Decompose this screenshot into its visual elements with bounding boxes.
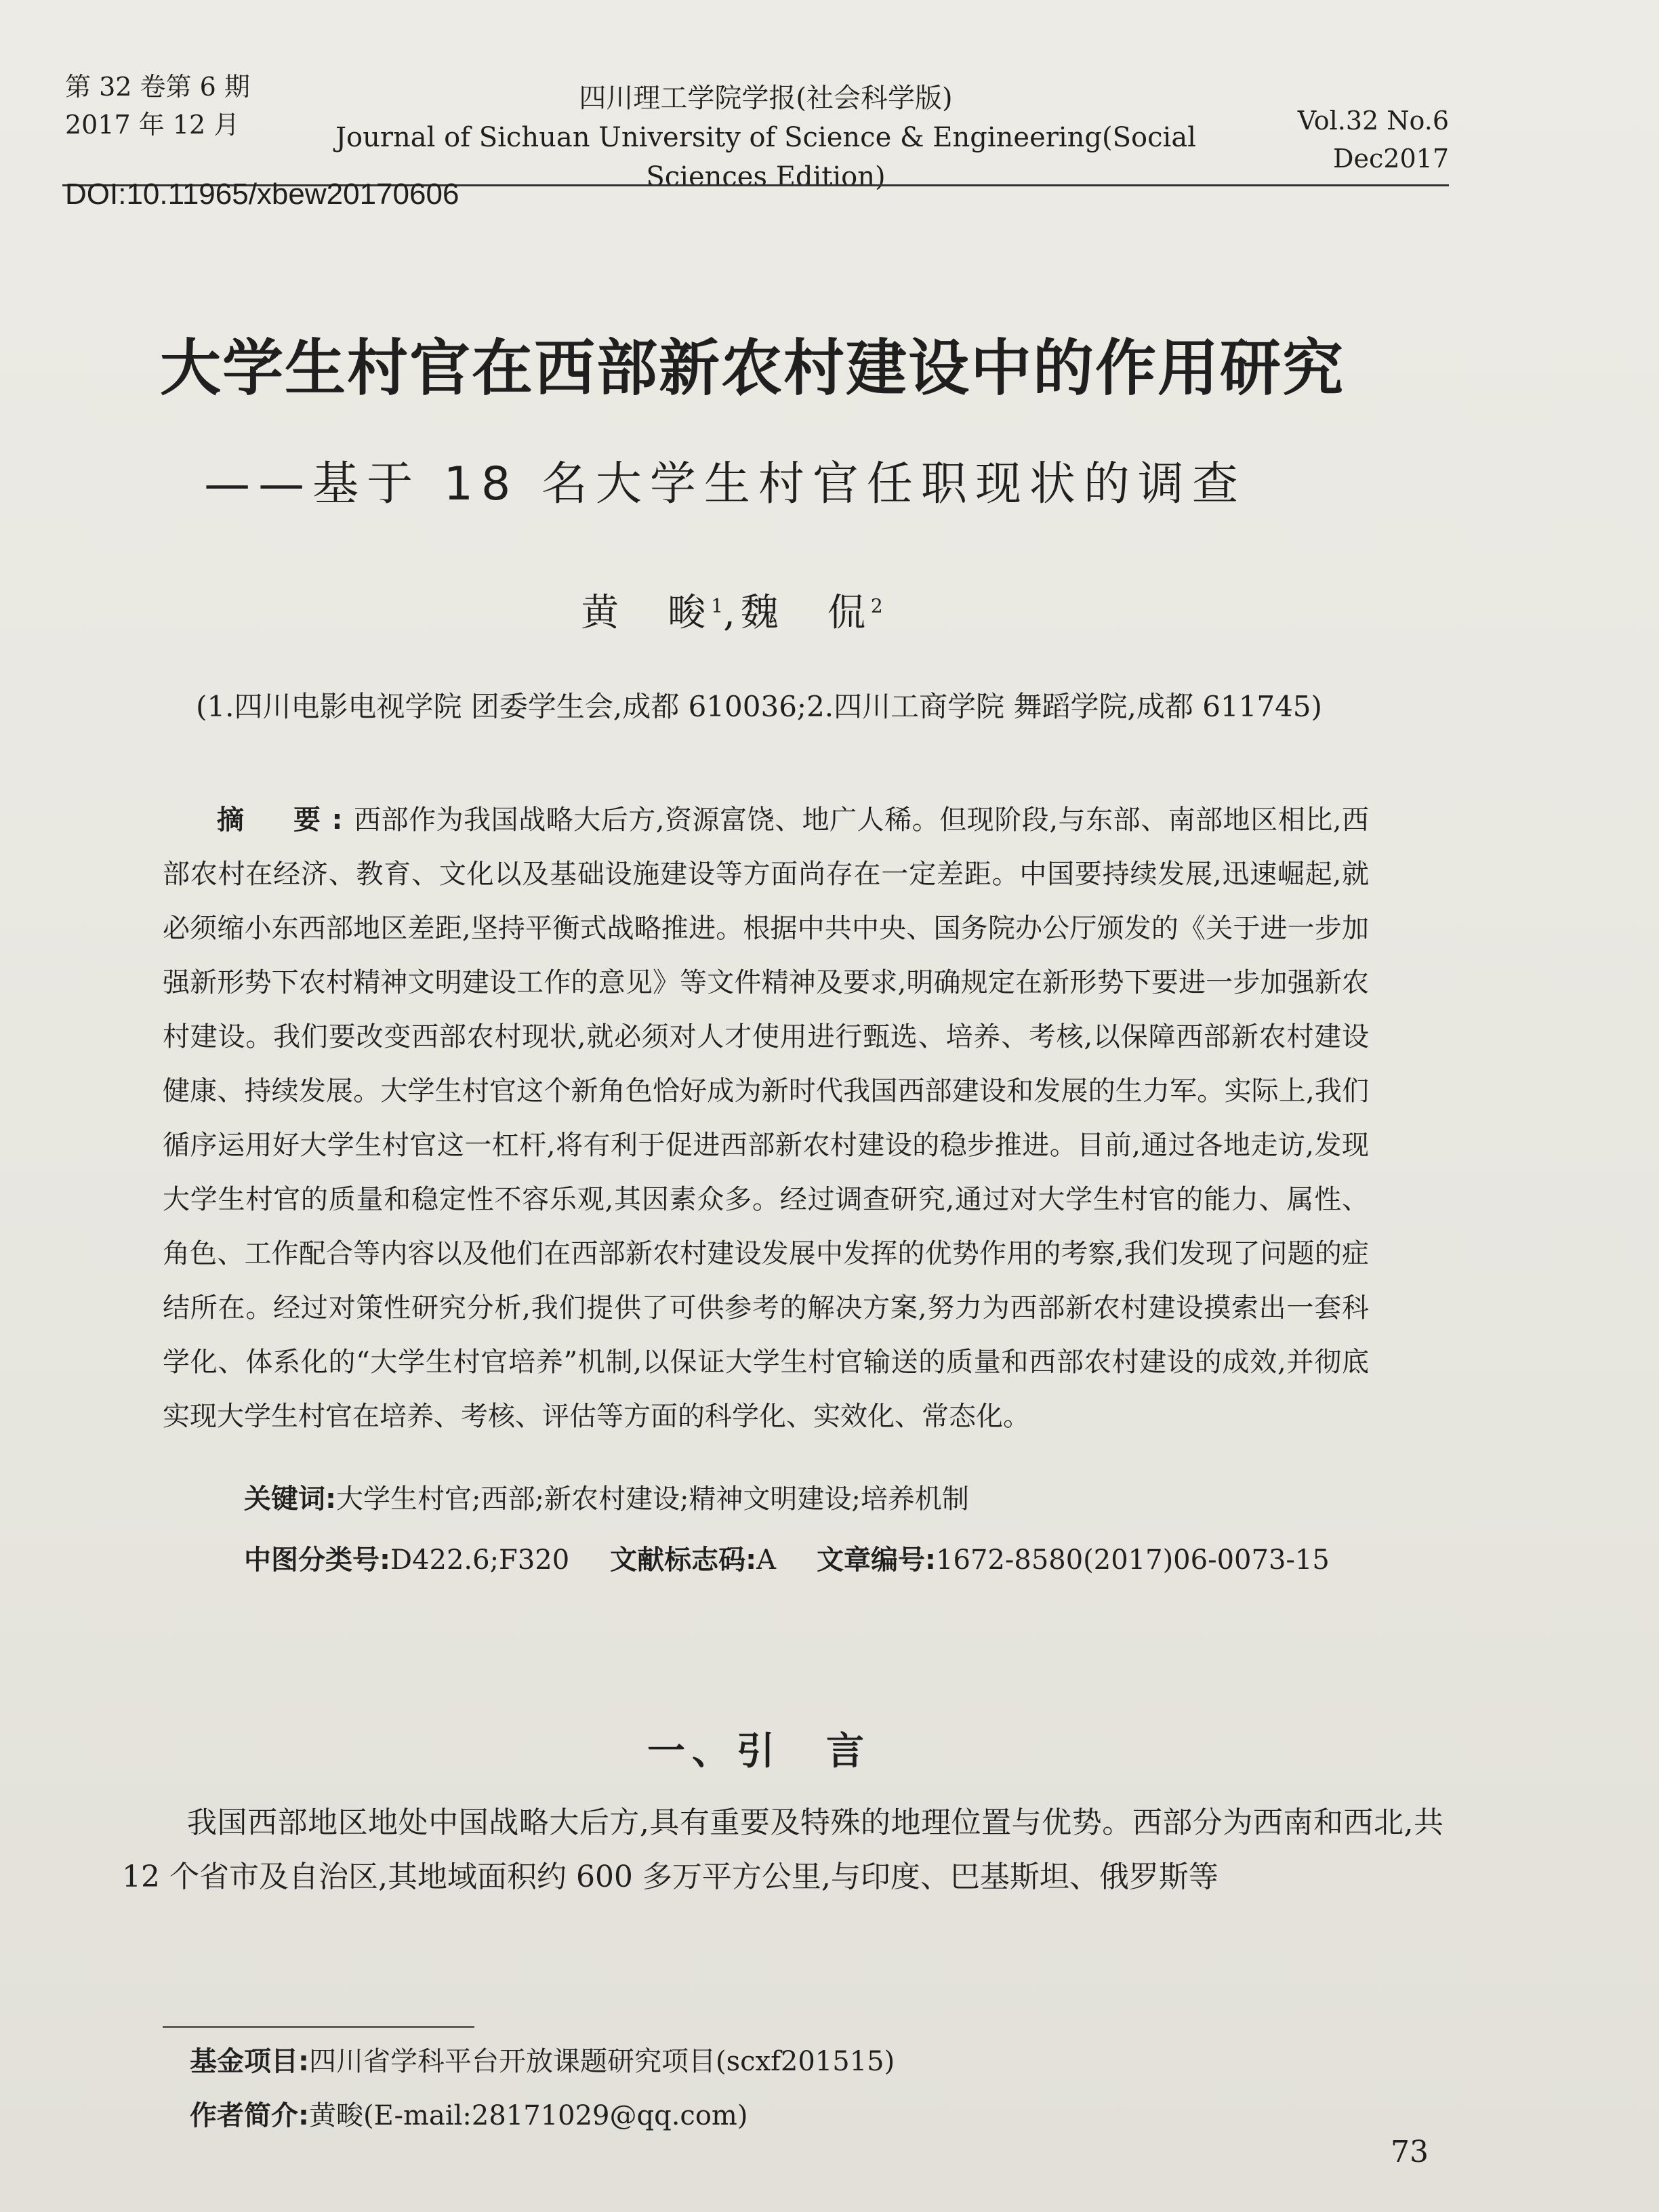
- author-bio-text: 黄畯(E-mail:28171029@qq.com): [309, 2100, 748, 2131]
- journal-name-cn: 四川理工学院学报(社会科学版): [579, 83, 953, 114]
- article-number-value: 1672-8580(2017)06-0073-15: [936, 1544, 1330, 1576]
- volume-en: Vol.32 No.6: [1297, 106, 1449, 136]
- doi: DOI:10.11965/xbew20170606: [65, 178, 459, 211]
- fund-label: 基金项目:: [190, 2046, 309, 2077]
- abstract: [163, 793, 1369, 1443]
- header-right: [1298, 102, 1449, 178]
- author-line: [0, 583, 1464, 637]
- article-subtitle: ——基于 18 名大学生村官任职现状的调查: [204, 457, 1246, 511]
- section-heading: 一、引 言: [647, 1729, 871, 1774]
- abstract-text: 西部作为我国战略大后方,资源富饶、地广人稀。但现阶段,与东部、南部地区相比,西部农村在经济、教育、文化以及基础设施建设等方面尚存在一定差距。中国要持续发展,迅速崛起,就必须缩小东西部地区差距,坚持平衡式战略推进。根据中共中央、国务院办公厅颁发的《关于进一步加强新形势下农村精神文明建设工作的意见》等文件精神及要求,明确规定在新形势下要进一步加强新农村建设。我们要改变西部农村现状,就必须对人才使用进行甄选、培养、考核,以保障西部新农村建设健康、持续发展。大学生村官这个新角色恰好成为新时代我国西部建设和发展的生力军。实际上,我们循序运用好大学生村官这一杠杆,将有利于促进西部新农村建设的稳步推进。目前,通过各地走访,发现大学生村官的质量和稳定性不容乐观,其因素众多。经过调查研究,通过对大学生村官的能力、属性、角色、工作配合等内容以及他们在西部新农村建设发展中发挥的优势作用的考察,我们发现了问题的症结所在。经过对策性研究分析,我们提供了可供参考的解决方案,努力为西部新农村建设摸索出一套科学化、体系化的“大学生村官培养”机制,以保证大学生村官输送的质量和西部农村建设的成效,并彻底实现大学生村官在培养、考核、评估等方面的科学化、实效化、常态化。: [163, 804, 1369, 1432]
- author-bio-label: 作者简介:: [190, 2100, 309, 2131]
- article-number-label: 文章编号:: [817, 1544, 937, 1576]
- article-title: 大学生村官在西部新农村建设中的作用研究: [160, 333, 1345, 404]
- keywords-text: 大学生村官;西部;新农村建设;精神文明建设;培养机制: [336, 1483, 969, 1515]
- journal-name-en: Journal of Sichuan University of Science & Engineering(Social Sciences Edition): [335, 122, 1196, 192]
- keywords-label: 关键词:: [244, 1483, 336, 1515]
- date-en: Dec2017: [1333, 144, 1449, 173]
- author-2: 魏 侃: [740, 591, 871, 635]
- clc-label: 中图分类号:: [244, 1544, 390, 1576]
- author-2-affil-mark: 2: [870, 594, 883, 617]
- header-left: [65, 68, 250, 144]
- body-paragraph: 我国西部地区地处中国战略大后方,具有重要及特殊的地理位置与优势。西部分为西南和西北,共 12 个省市及自治区,其地域面积约 600 多万平方公里,与印度、巴基斯坦、俄罗斯等: [122, 1805, 1443, 1894]
- footnote-rule: [163, 2026, 474, 2028]
- author-1: 黄 畯: [581, 591, 712, 635]
- issue-date: 2017 年 12 月: [65, 110, 240, 140]
- footnote-fund: [190, 2040, 895, 2078]
- clc-value: D422.6;F320: [390, 1544, 570, 1576]
- affiliations: (1.四川电影电视学院 团委学生会,成都 610036;2.四川工商学院 舞蹈学院,成都 611745): [196, 690, 1322, 723]
- volume-issue: 第 32 卷第 6 期: [65, 72, 250, 102]
- page-number: 73: [1391, 2135, 1429, 2169]
- keywords: [244, 1477, 969, 1516]
- doc-code-label: 文献标志码:: [610, 1544, 757, 1576]
- author-1-affil-mark: 1: [711, 594, 724, 617]
- classification-line: [244, 1538, 1330, 1577]
- footnote-author: [190, 2094, 747, 2133]
- doc-code-value: A: [756, 1544, 777, 1576]
- author-separator: ,: [723, 591, 741, 635]
- abstract-label: 摘 要:: [217, 804, 354, 836]
- fund-text: 四川省学科平台开放课题研究项目(scxf201515): [309, 2046, 895, 2077]
